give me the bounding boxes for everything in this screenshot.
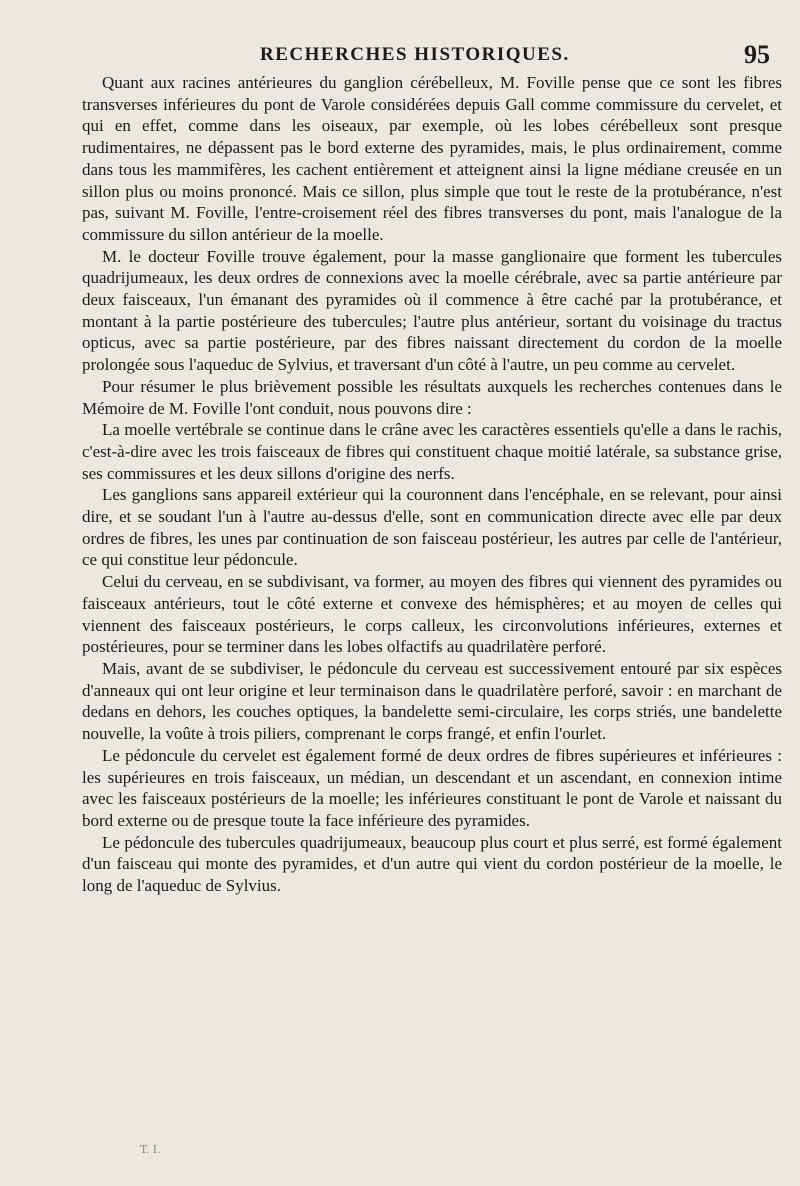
paragraph: Le pédoncule des tubercules quadrijumeaux, beaucoup plus court et plus serré, est formé également d'un faisceau qui monte des pyramides, et d'un autre qui vient du cordon postérieur de la moelle, le long de l'aqueduc de Sylvius. xyxy=(82,832,782,896)
signature-mark: T. I. xyxy=(140,1143,161,1156)
paragraph: Celui du cerveau, en se subdivisant, va former, au moyen des fibres qui viennent des pyramides ou faisceaux antérieurs, tout le côté externe et convexe des hémisphères; et au moyen de celles qui viennent des faisceaux postérieurs, le corps calleux, les circonvolutions inférieures, externes et postérieures, pour se terminer dans les lobes olfactifs au quadrilatère perforé. xyxy=(82,572,782,657)
paragraph: M. le docteur Foville trouve également, pour la masse ganglionaire que forment les tubercules quadrijumeaux, les deux ordres de connexions avec la moelle cérébrale, avec sa partie antérieure par deux faisceaux, l'un émanant des pyramides où il commence à être caché par la protubérance, et montant à la partie postérieure des tubercules; l'autre plus antérieur, sortant du voisinage du tractus opticus, avec sa partie postérieure, par des fibres naissant directement du cordon de la moelle prolongée sous l'aqueduc de Sylvius, et traversant d'un côté à l'autre, un peu comme au cervelet. xyxy=(82,246,782,375)
running-title: RECHERCHES HISTORIQUES. xyxy=(260,44,570,65)
page-number: 95 xyxy=(744,40,770,69)
paragraph: Le pédoncule du cervelet est également formé de deux ordres de fibres supérieures et inférieures : les supérieures en trois faisceaux, un médian, un descendant et un ascendant, en connexion intime avec les faisceaux postérieurs de la moelle; les inférieures constituant le pont de Varole et naissant du bord externe ou de presque toute la face inférieure des pyramides. xyxy=(82,745,782,830)
body-text xyxy=(82,72,782,897)
page-header xyxy=(82,40,780,74)
paragraph: Quant aux racines antérieures du ganglion cérébelleux, M. Foville pense que ce sont les fibres transverses inférieures du pont de Varole considérées depuis Gall comme commissure du cervelet, et qui en effet, comme dans les oiseaux, par exemple, où les lobes cérébelleux sont presque rudimentaires, ne dépassent pas le bord externe des pyramides, mais, le plus ordinairement, comme dans tous les mammifères, les cachent entièrement et atteignent ainsi la ligne médiane creusée en un sillon plus ou moins prononcé. Mais ce sillon, plus simple que tout le reste de la protubérance, n'est pas, suivant M. Foville, l'entre-croisement réel des fibres transverses du pont, mais l'analogue de la commissure du sillon antérieur de la moelle. xyxy=(82,73,782,244)
paragraph: Pour résumer le plus brièvement possible les résultats auxquels les recherches contenues dans le Mémoire de M. Foville l'ont conduit, nous pouvons dire : xyxy=(82,376,782,418)
paragraph: Mais, avant de se subdiviser, le pédoncule du cerveau est successivement entouré par six espèces d'anneaux qui ont leur origine et leur terminaison dans le quadrilatère perforé, savoir : en marchant de dedans en dehors, les couches optiques, la bandelette semi-circulaire, les corps striés, une bandelette nouvelle, la voûte à trois piliers, comprenant le corps frangé, et enfin l'ourlet. xyxy=(82,658,782,744)
paragraph: La moelle vertébrale se continue dans le crâne avec les caractères essentiels qu'elle a dans le rachis, c'est-à-dire avec les trois faisceaux de fibres qui constituent chaque moitié latérale, sa substance grise, ses commissures et les deux sillons d'origine des nerfs. xyxy=(82,420,782,483)
paragraph: Les ganglions sans appareil extérieur qui la couronnent dans l'encéphale, en se relevant, pour ainsi dire, et se soudant l'un à l'autre au-dessus d'elle, sont en communication directe avec elle par deux ordres de fibres, les unes par continuation de son faisceau postérieur, les autres par celle de l'antérieur, ce qui constitue leur pédoncule. xyxy=(82,485,782,570)
